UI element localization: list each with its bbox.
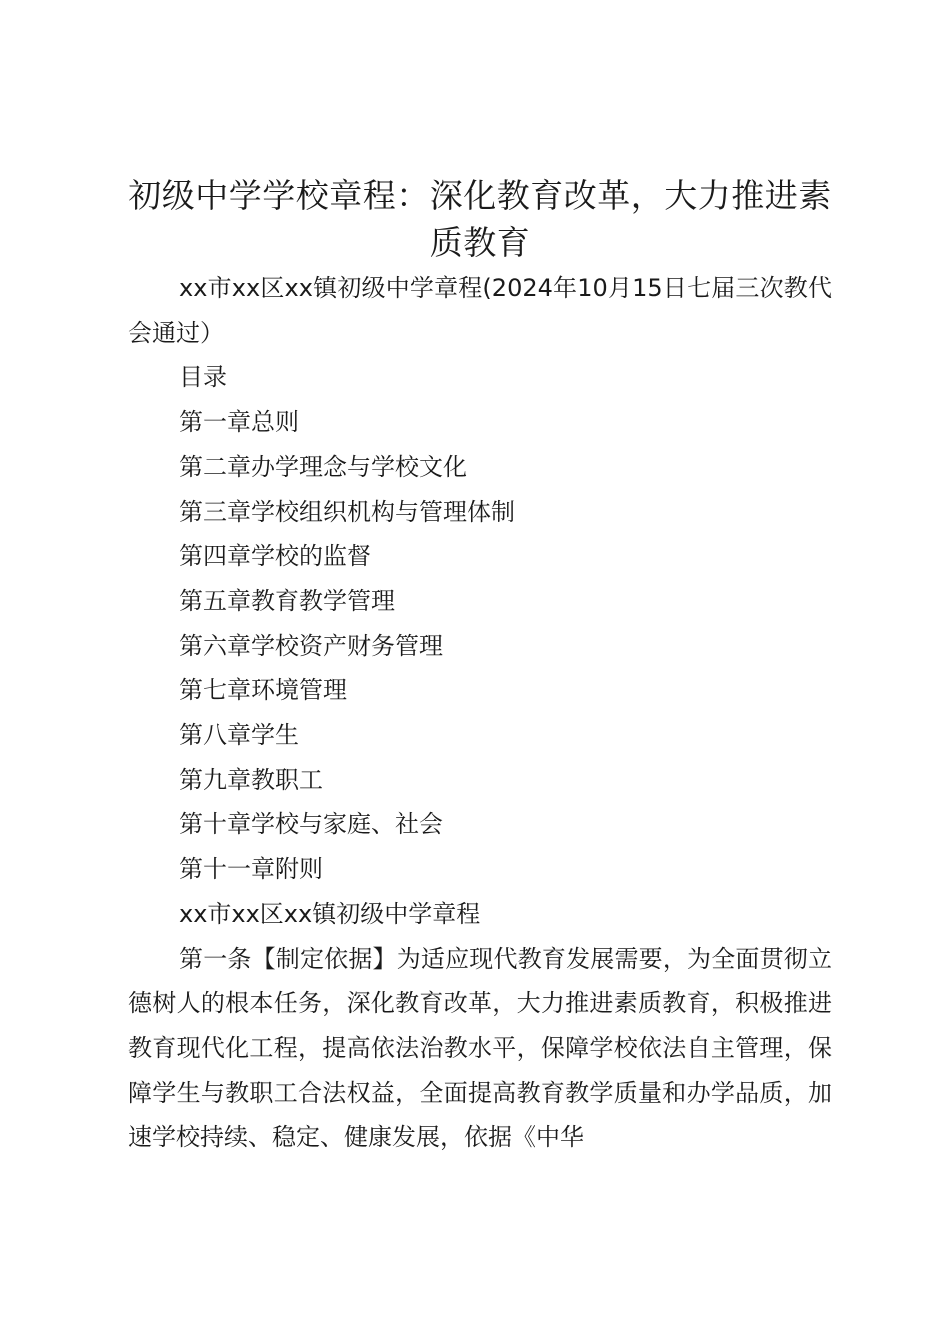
document-title: 初级中学学校章程：深化教育改革，大力推进素质教育 — [128, 176, 832, 262]
document-page — [128, 172, 832, 1160]
toc-item: 第七章环境管理 — [179, 676, 347, 705]
toc-item: 第三章学校组织机构与管理体制 — [179, 497, 515, 526]
article-1: 第一条【制定依据】为适应现代教育发展需要，为全面贯彻立德树人的根本任务，深化教育改革，大力推进素质教育，积极推进教育现代化工程，提高依法治教水平，保障学校依法自主管理，保障学生与教职工合法权益，全面提高教育教学质量和办学品质，加速学校持续、稳定、健康发展，依据《中华 — [128, 944, 832, 1152]
toc-item: 第八章学生 — [179, 721, 299, 750]
toc-heading: 目录 — [179, 363, 227, 392]
toc-item: 第一章总则 — [179, 408, 299, 437]
document-intro: xx市xx区xx镇初级中学章程(2024年10月15日七届三次教代会通过） — [128, 274, 832, 347]
toc-item: 第四章学校的监督 — [179, 542, 371, 571]
table-of-contents — [128, 355, 832, 891]
toc-item: 第九章教职工 — [179, 765, 323, 794]
toc-item: 第六章学校资产财务管理 — [179, 631, 443, 660]
toc-item: 第十章学校与家庭、社会 — [179, 810, 443, 839]
body-heading: xx市xx区xx镇初级中学章程 — [179, 899, 481, 928]
toc-item: 第二章办学理念与学校文化 — [179, 452, 467, 481]
toc-item: 第五章教育教学管理 — [179, 586, 395, 615]
toc-item: 第十一章附则 — [179, 855, 323, 884]
